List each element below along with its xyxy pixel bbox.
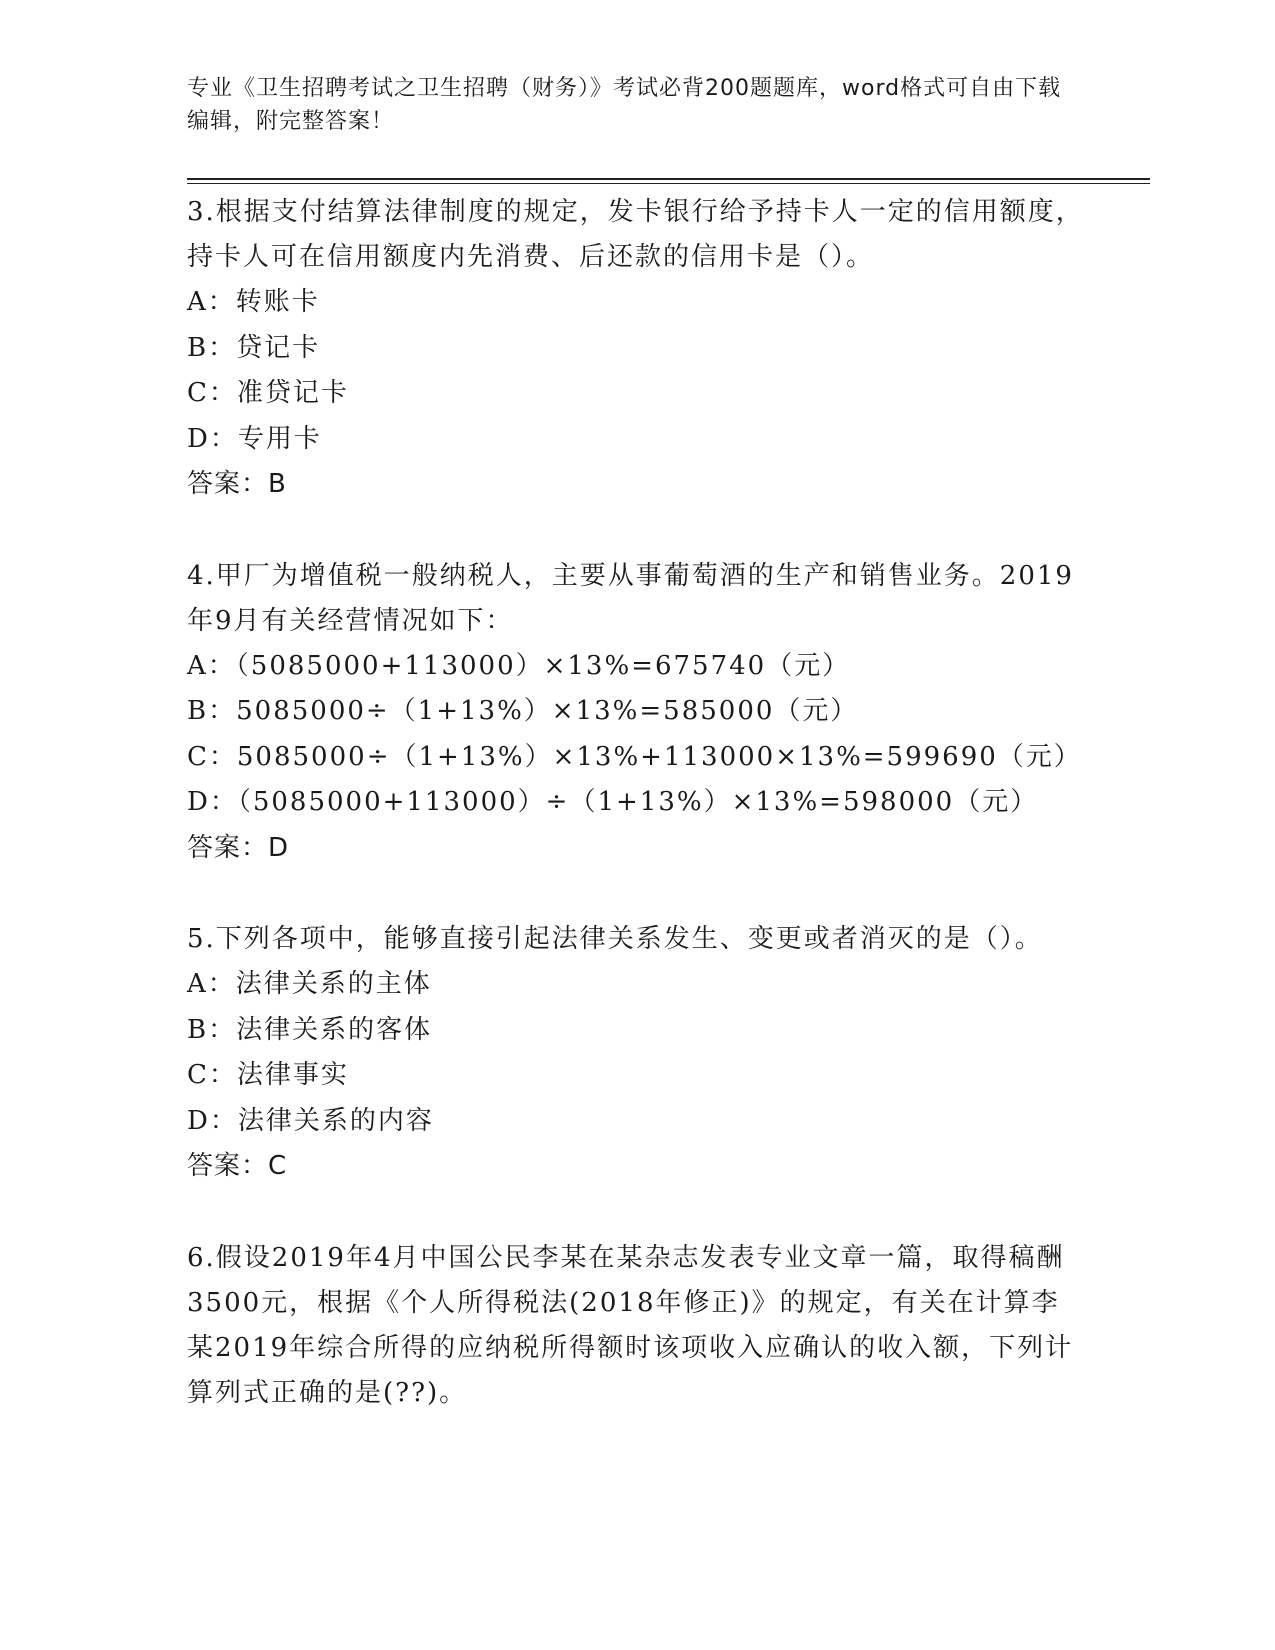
option-c: C：法律事实 [187, 1060, 349, 1090]
document-header [187, 72, 1067, 138]
answer-line: 答案：C [187, 1151, 288, 1181]
question-stem: 6.假设2019年4月中国公民李某在某杂志发表专业文章一篇，取得稿酬3500元，根据《个人所得税法(2018年修正)》的规定，有关在计算李某2019年综合所得的应纳税所得额时该项收入应确认的收入额，下列计算列式正确的是(??)。 [187, 1242, 1074, 1408]
option-b: B：法律关系的客体 [187, 1014, 433, 1045]
question-stem: 5.下列各项中，能够直接引起法律关系发生、变更或者消灭的是（）。 [187, 924, 1043, 954]
option-b: B：贷记卡 [187, 332, 321, 363]
question-3 [187, 190, 1087, 508]
option-d: D：专用卡 [187, 423, 322, 454]
answer-line: 答案：B [187, 469, 287, 499]
option-c: C：准贷记卡 [187, 378, 349, 408]
option-a: A：转账卡 [187, 287, 320, 317]
answer-line: 答案：D [187, 832, 290, 863]
question-6 [187, 1236, 1087, 1416]
question-list [187, 190, 1087, 1462]
option-d: D：法律关系的内容 [187, 1105, 434, 1136]
header-divider-thick [187, 178, 1150, 180]
header-intro-text: 专业《卫生招聘考试之卫生招聘（财务）》考试必背200题题库，word格式可自由下载编辑，附完整答案！ [187, 76, 1062, 134]
question-stem: 4.甲厂为增值税一般纳税人，主要从事葡萄酒的生产和销售业务。2019年9月有关经营情况如下： [187, 560, 1074, 636]
question-4 [187, 554, 1087, 872]
header-divider-thin [187, 183, 1150, 184]
option-a: A：法律关系的主体 [187, 969, 432, 999]
question-5 [187, 917, 1087, 1190]
option-a: A：（5085000+113000）×13%=675740（元） [187, 650, 851, 681]
option-c: C：5085000÷（1+13%）×13%+113000×13%=599690（元） [187, 741, 1082, 772]
question-stem: 3.根据支付结算法律制度的规定，发卡银行给予持卡人一定的信用额度，持卡人可在信用额度内先消费、后还款的信用卡是（）。 [187, 197, 1084, 272]
option-b: B：5085000÷（1+13%）×13%=585000（元） [187, 696, 859, 726]
option-d: D：（5085000+113000）÷（1+13%）×13%=598000（元） [187, 787, 1039, 817]
